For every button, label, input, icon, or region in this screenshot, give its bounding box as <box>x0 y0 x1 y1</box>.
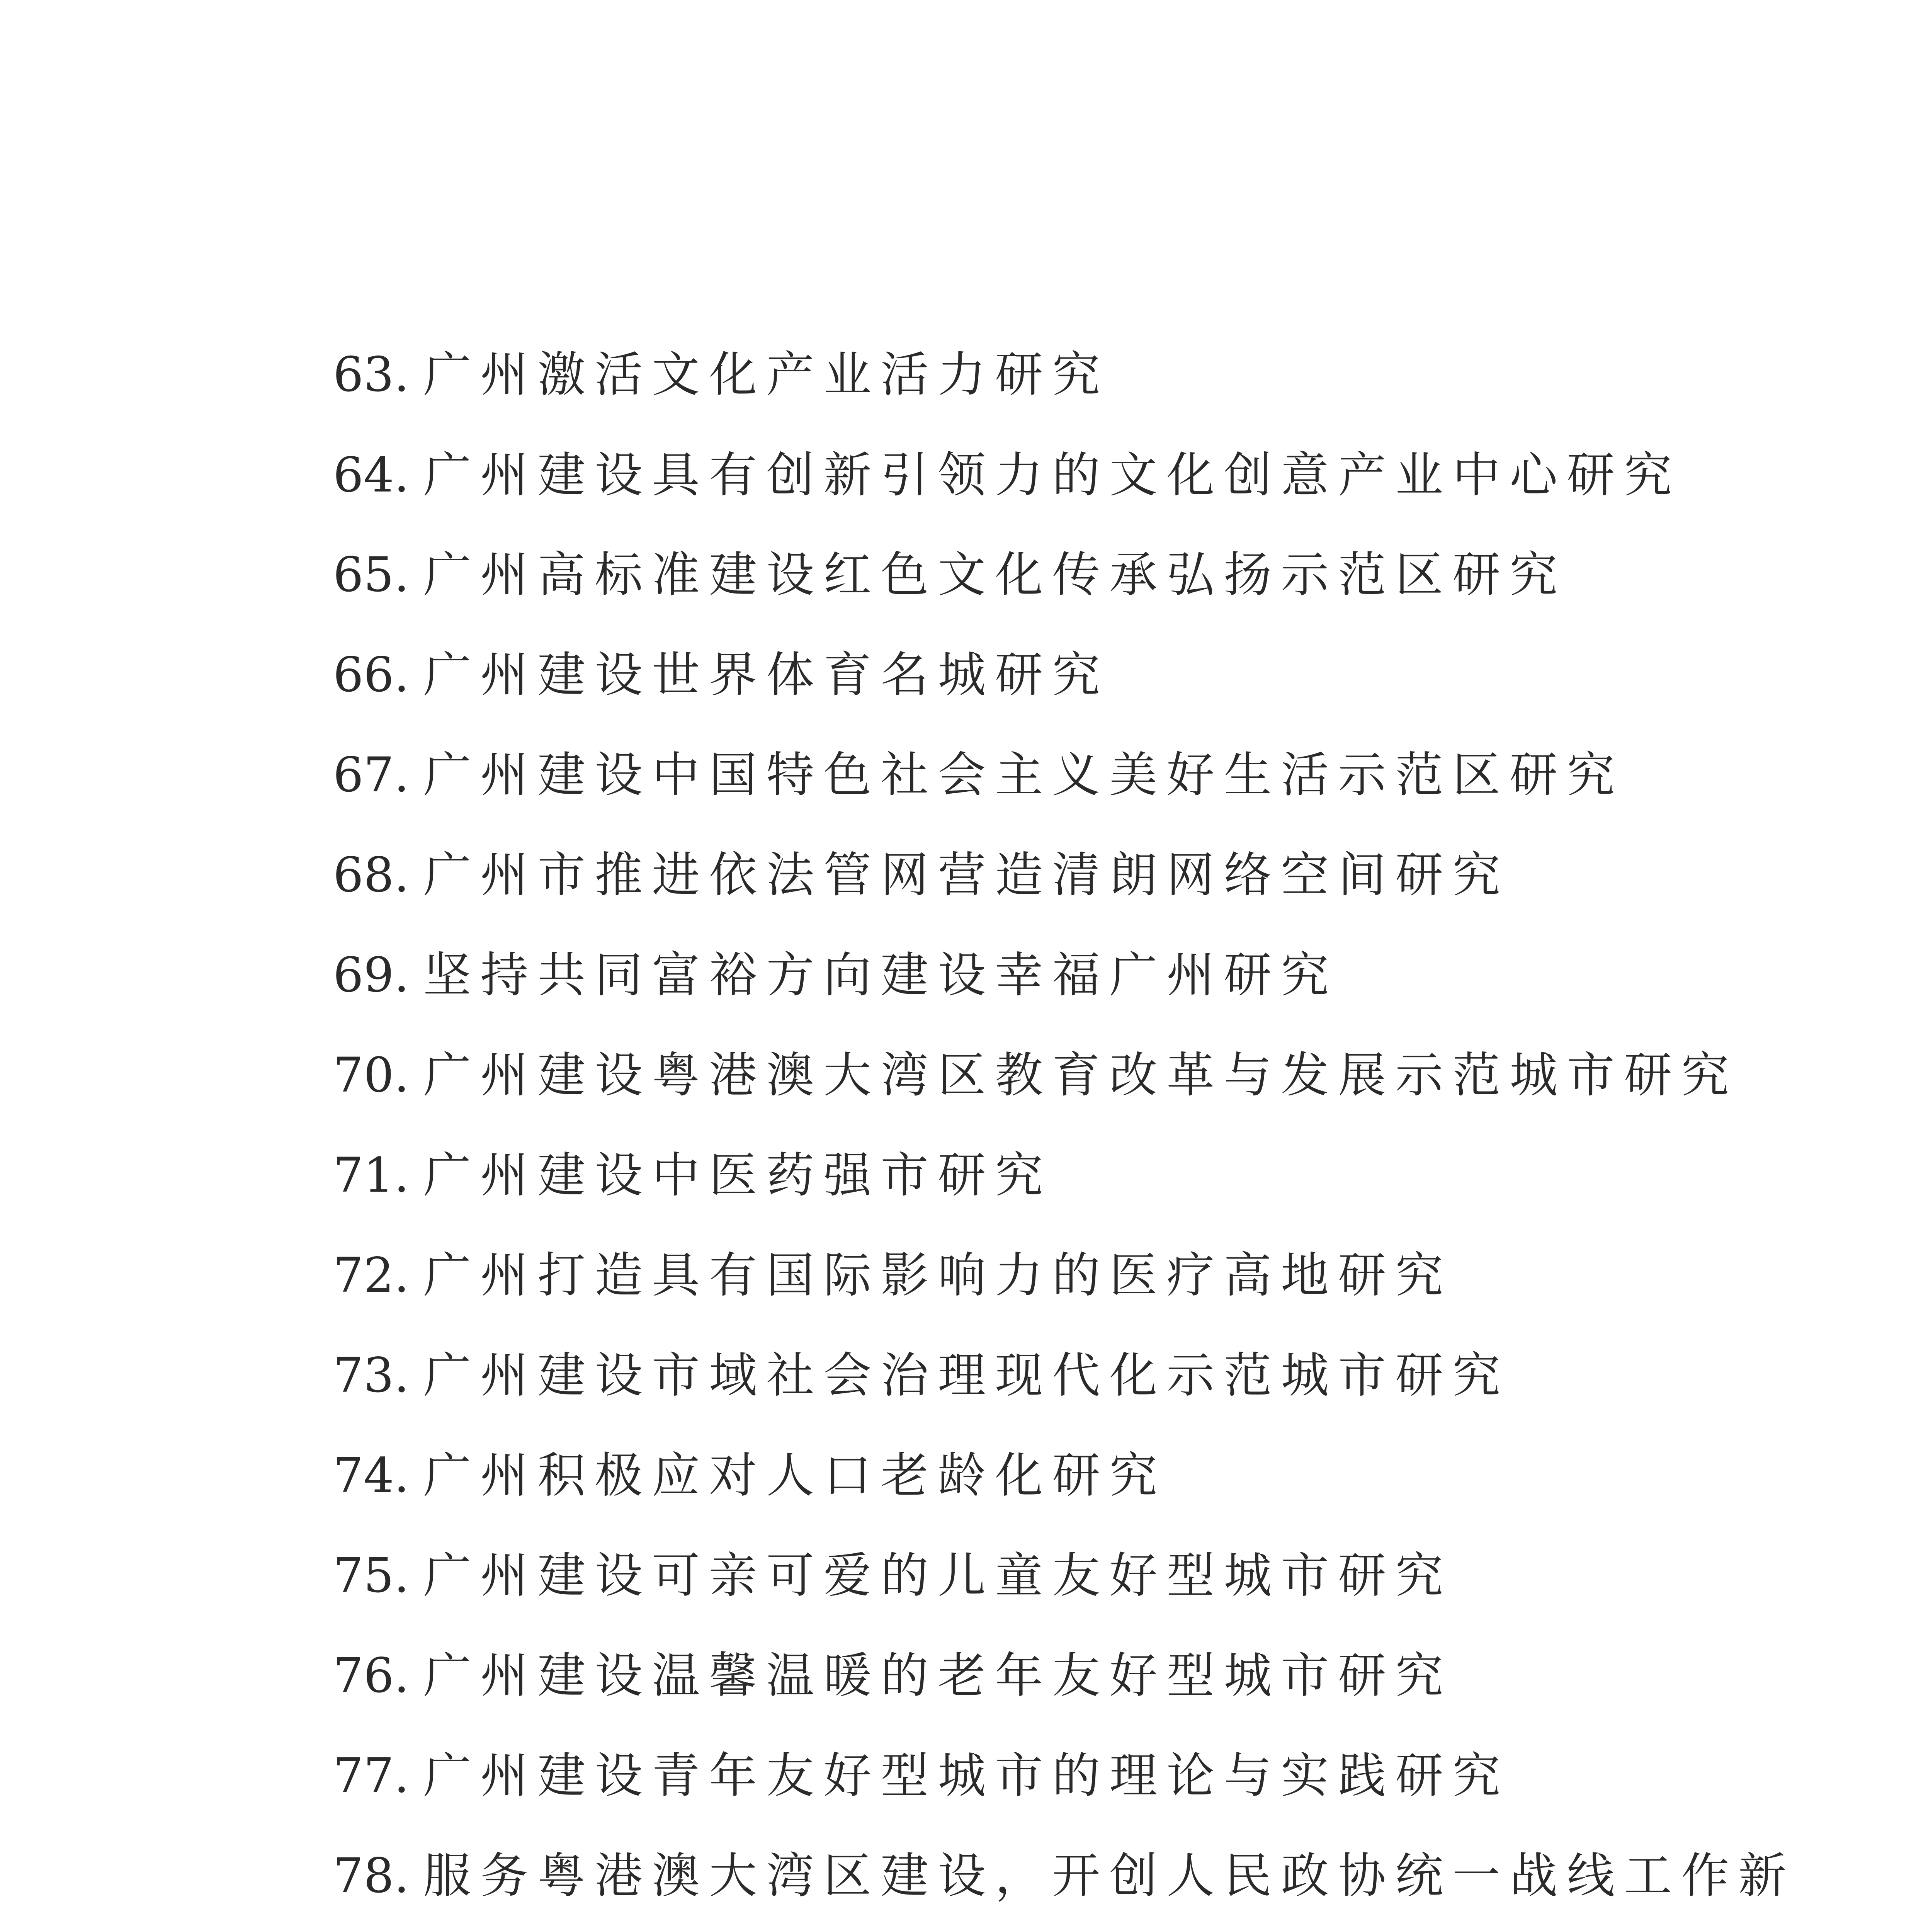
item-text: 广州建设市域社会治理现代化示范城市研究 <box>423 1348 1510 1403</box>
item-number: 63. <box>333 347 410 403</box>
item-number: 76. <box>333 1648 410 1704</box>
list-item <box>333 1749 1510 1803</box>
item-number: 77. <box>333 1748 410 1804</box>
list-item <box>333 448 1681 502</box>
item-text: 广州激活文化产业活力研究 <box>423 347 1110 403</box>
list-item <box>333 1349 1510 1403</box>
list-item <box>333 848 1510 902</box>
item-text: 广州建设中国特色社会主义美好生活示范区研究 <box>423 747 1624 803</box>
item-number: 74. <box>333 1448 410 1503</box>
list-item <box>333 1048 1738 1102</box>
item-text: 广州建设粤港澳大湾区教育改革与发展示范城市研究 <box>423 1048 1739 1103</box>
item-number: 67. <box>333 747 410 803</box>
item-text: 广州高标准建设红色文化传承弘扬示范区研究 <box>423 547 1567 603</box>
list-item <box>333 1148 1052 1202</box>
item-text: 广州建设中医药强市研究 <box>423 1148 1052 1203</box>
item-text: 坚持共同富裕方向建设幸福广州研究 <box>423 947 1338 1003</box>
list-item <box>333 1649 1452 1703</box>
item-text: 广州打造具有国际影响力的医疗高地研究 <box>423 1248 1453 1303</box>
item-number: 69. <box>333 947 410 1003</box>
item-text: 广州建设青年友好型城市的理论与实践研究 <box>423 1748 1510 1804</box>
item-text: 广州建设可亲可爱的儿童友好型城市研究 <box>423 1548 1453 1604</box>
list-item <box>333 748 1624 802</box>
item-number: 68. <box>333 847 410 903</box>
item-number: 71. <box>333 1148 410 1203</box>
list-item <box>333 548 1567 602</box>
item-text: 广州市推进依法管网营造清朗网络空间研究 <box>423 847 1510 903</box>
item-text: 广州积极应对人口老龄化研究 <box>423 1448 1167 1503</box>
item-number: 72. <box>333 1248 410 1303</box>
list-item <box>333 1449 1166 1503</box>
item-number: 75. <box>333 1548 410 1604</box>
item-text: 广州建设温馨温暖的老年友好型城市研究 <box>423 1648 1453 1704</box>
item-number: 78. <box>333 1848 410 1904</box>
list-item <box>333 1248 1452 1303</box>
item-number: 73. <box>333 1348 410 1403</box>
item-text: 广州建设世界体育名城研究 <box>423 647 1110 703</box>
item-text: 服务粤港澳大湾区建设，开创人民政协统一战线工作新 <box>423 1848 1796 1904</box>
item-text: 广州建设具有创新引领力的文化创意产业中心研究 <box>423 447 1681 503</box>
list-item <box>333 1849 1795 1903</box>
list-item <box>333 1549 1452 1603</box>
list-item <box>333 348 1109 402</box>
list-item <box>333 648 1109 702</box>
item-number: 70. <box>333 1048 410 1103</box>
list-item <box>333 948 1338 1002</box>
item-number: 66. <box>333 647 410 703</box>
item-number: 64. <box>333 447 410 503</box>
item-number: 65. <box>333 547 410 603</box>
